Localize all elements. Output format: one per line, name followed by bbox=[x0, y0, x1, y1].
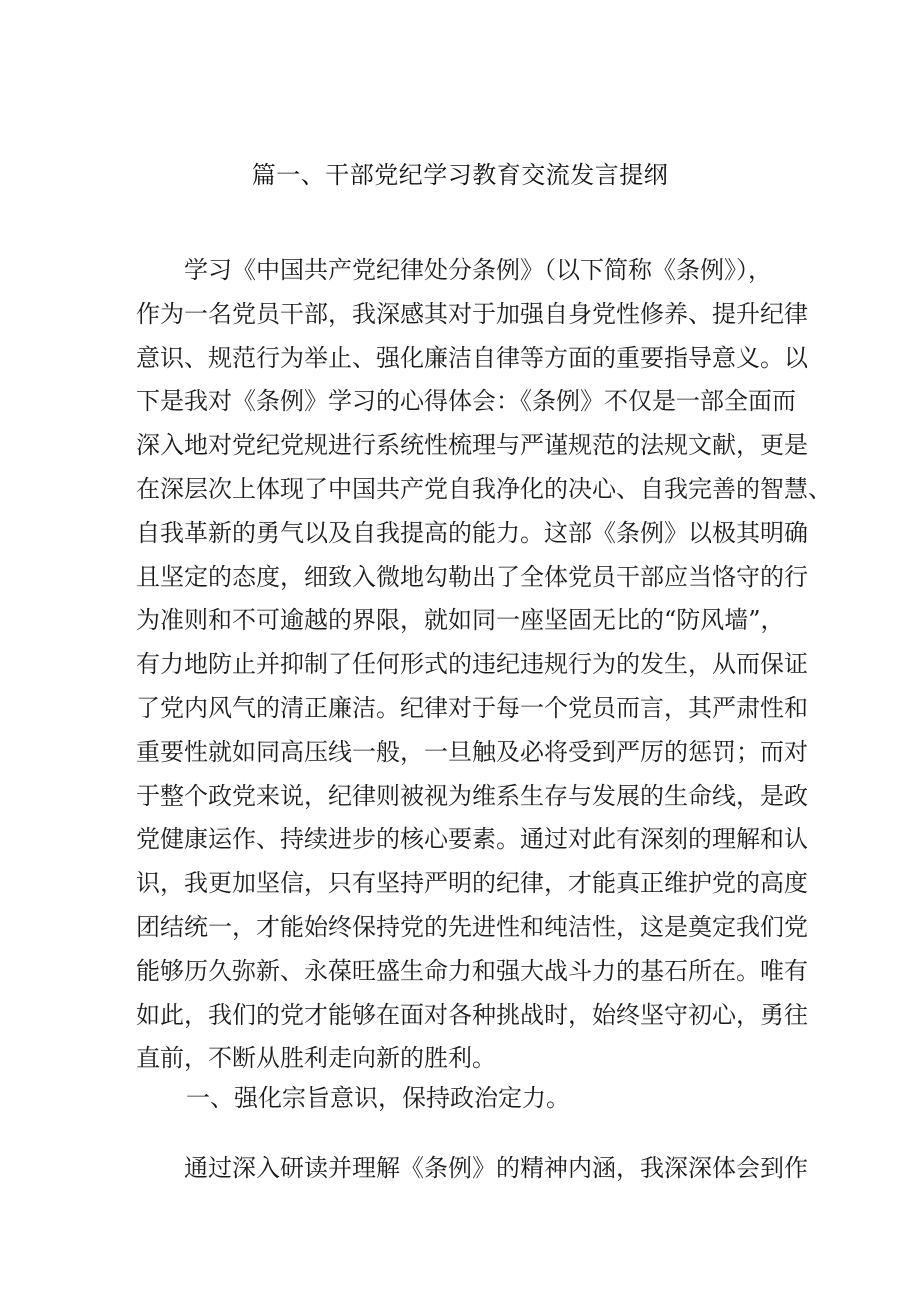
paragraph-line: 了党内风气的清正廉洁。纪律对于每一个党员而言，其严肃性和 bbox=[136, 693, 808, 722]
paragraph-line: 能够历久弥新、永葆旺盛生命力和强大战斗力的基石所在。唯有 bbox=[136, 956, 808, 985]
main-paragraph bbox=[136, 249, 832, 1081]
paragraph-line: 有力地防止并抑制了任何形式的违纪违规行为的发生，从而保证 bbox=[136, 650, 808, 679]
paragraph-line: 自我革新的勇气以及自我提高的能力。这部《条例》以极其明确 bbox=[136, 518, 808, 547]
paragraph-line: 意识、规范行为举止、强化廉洁自律等方面的重要指导意义。以 bbox=[136, 343, 808, 372]
paragraph-line: 直前，不断从胜利走向新的胜利。 bbox=[136, 1044, 496, 1073]
paragraph-line: 且坚定的态度，细致入微地勾勒出了全体党员干部应当恪守的行 bbox=[136, 562, 808, 591]
paragraph-line: 团结统一，才能始终保持党的先进性和纯洁性，这是奠定我们党 bbox=[136, 912, 808, 941]
paragraph-line: 下是我对《条例》学习的心得体会：《条例》不仅是一部全面而 bbox=[136, 387, 796, 416]
paragraph-line: 在深层次上体现了中国共产党自我净化的决心、自我完善的智慧、 bbox=[136, 474, 832, 503]
section-heading: 一、强化宗旨意识，保持政治定力。 bbox=[186, 1084, 570, 1112]
paragraph-line: 党健康运作、持续进步的核心要素。通过对此有深刻的理解和认 bbox=[136, 825, 808, 854]
paragraph-line: 通过深入研读并理解《条例》的精神内涵，我深深体会到作 bbox=[184, 1154, 808, 1182]
paragraph-line: 学习《中国共产党纪律处分条例》（以下简称《条例》）， bbox=[184, 256, 772, 284]
paragraph-line: 识，我更加坚信，只有坚持严明的纪律，才能真正维护党的高度 bbox=[136, 869, 808, 898]
paragraph-line: 为准则和不可逾越的界限，就如同一座坚固无比的“防风墙”， bbox=[136, 606, 785, 635]
paragraph-line: 深入地对党纪党规进行系统性梳理与严谨规范的法规文献，更是 bbox=[136, 431, 808, 460]
paragraph-line: 如此，我们的党才能够在面对各种挑战时，始终坚守初心，勇往 bbox=[136, 1000, 808, 1029]
paragraph-line: 作为一名党员干部，我深感其对于加强自身党性修养、提升纪律 bbox=[136, 299, 808, 328]
document-title: 篇一、干部党纪学习教育交流发言提纲 bbox=[251, 161, 669, 189]
paragraph-line: 于整个政党来说，纪律则被视为维系生存与发展的生命线，是政 bbox=[136, 781, 808, 810]
paragraph-line: 重要性就如同高压线一般，一旦触及必将受到严厉的惩罚；而对 bbox=[136, 737, 808, 766]
second-paragraph bbox=[136, 1147, 808, 1191]
